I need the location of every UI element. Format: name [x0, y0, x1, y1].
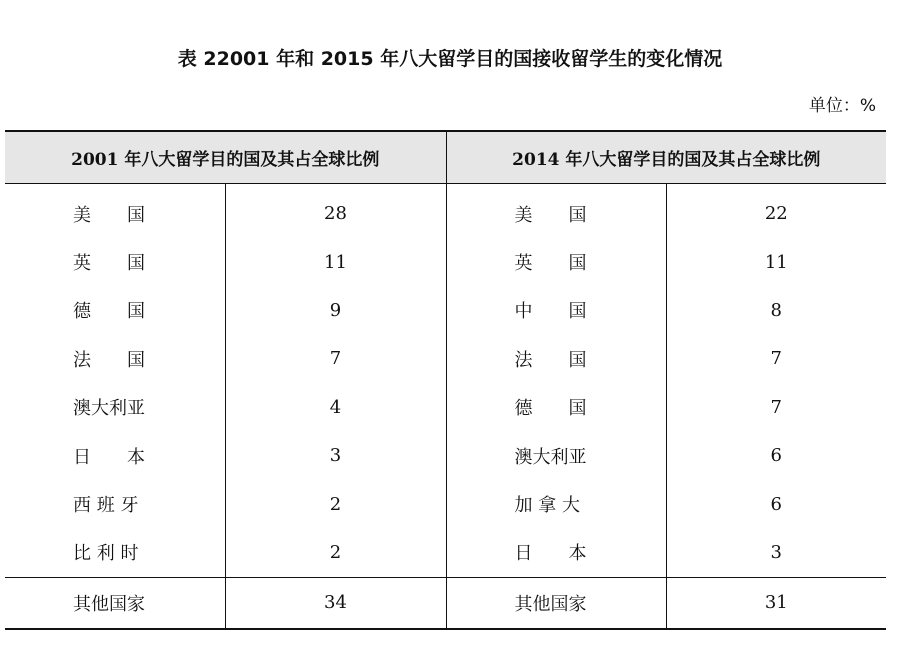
country-2001: 西 班 牙: [5, 480, 225, 528]
country-2001: 澳大利亚: [5, 383, 225, 431]
others-2001-label: 其他国家: [5, 577, 225, 629]
header-2001: 2001 年八大留学目的国及其占全球比例: [5, 131, 446, 183]
country-2001: 比 利 时: [5, 528, 225, 577]
share-2001: 4: [225, 383, 446, 431]
country-2001: 日 本: [5, 431, 225, 479]
table-row: [5, 528, 886, 577]
share-2001: 11: [225, 238, 446, 286]
country-2001: 英 国: [5, 238, 225, 286]
country-2014: 英 国: [446, 238, 666, 286]
country-2001: 德 国: [5, 286, 225, 334]
share-2014: 7: [770, 396, 782, 418]
country-2014: 日 本: [446, 528, 666, 577]
table-row: [5, 183, 886, 238]
country-2014: 美 国: [446, 183, 666, 238]
table-row: [5, 335, 886, 383]
share-2014: 11: [764, 251, 788, 273]
table-header-row: [5, 131, 886, 183]
unit-label: 单位：%: [808, 96, 876, 116]
table-row-others: [5, 577, 886, 629]
table-row: [5, 480, 886, 528]
country-2001: 美 国: [5, 183, 225, 238]
table-row: [5, 286, 886, 334]
share-2001: 7: [225, 335, 446, 383]
share-2001: 28: [225, 183, 446, 238]
share-2014: 6: [770, 445, 782, 467]
country-2014: 中 国: [446, 286, 666, 334]
others-2014-value: 31: [666, 577, 886, 629]
share-2001: 2: [225, 528, 446, 577]
table-title: 表 22001 年和 2015 年八大留学目的国接收留学生的变化情况: [177, 48, 723, 70]
comparison-table: [5, 130, 886, 630]
table-row: [5, 383, 886, 431]
share-2014: 8: [770, 299, 782, 321]
country-2001: 法 国: [5, 335, 225, 383]
share-2001: 2: [225, 480, 446, 528]
share-2014: 22: [764, 203, 788, 225]
others-2001-value: 34: [225, 577, 446, 629]
country-2014: 加 拿 大: [446, 480, 666, 528]
country-2014: 澳大利亚: [446, 431, 666, 479]
share-2014: 3: [770, 541, 782, 563]
country-2014: 法 国: [446, 335, 666, 383]
others-2014-label: 其他国家: [446, 577, 666, 629]
table-row: [5, 431, 886, 479]
share-2001: 3: [225, 431, 446, 479]
table-row: [5, 238, 886, 286]
share-2014: 6: [770, 493, 782, 515]
country-2014: 德 国: [446, 383, 666, 431]
header-2014: 2014 年八大留学目的国及其占全球比例: [446, 131, 886, 183]
share-2014: 7: [770, 348, 782, 370]
share-2001: 9: [225, 286, 446, 334]
